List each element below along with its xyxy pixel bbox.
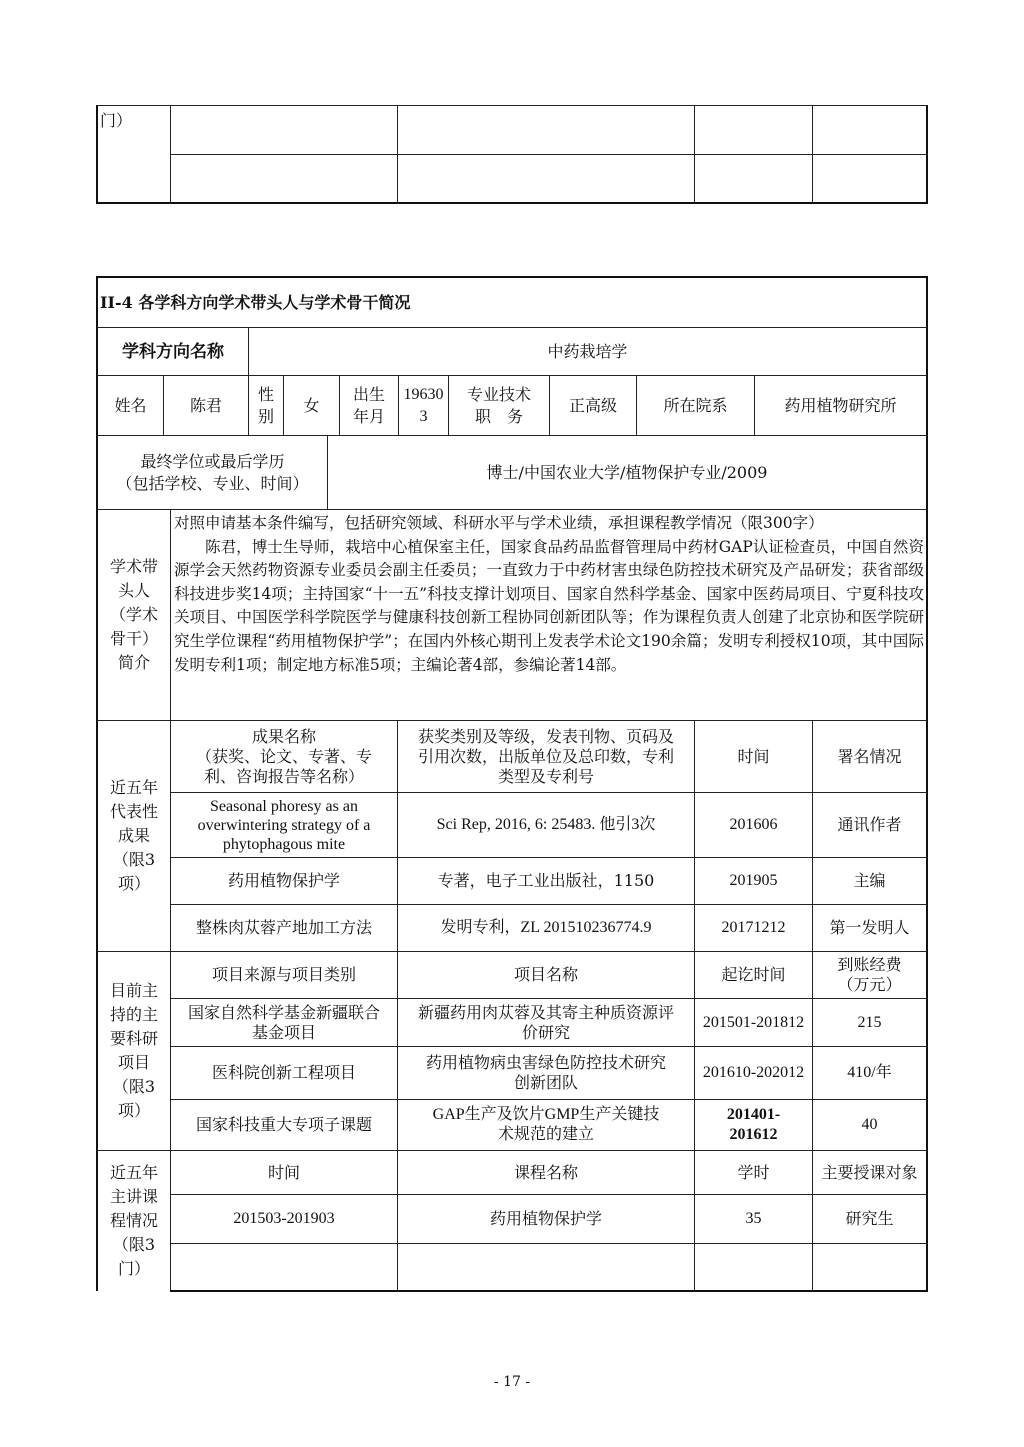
table-row: 新疆药用肉苁蓉及其寄主种质资源评 价研究 — [417, 1002, 674, 1042]
courses-header-name: 课程名称 — [513, 1162, 578, 1182]
section-title: II-4 各学科方向学术带头人与学术骨干简况 — [100, 293, 411, 312]
gender-value: 女 — [303, 395, 320, 415]
projects-header-source: 项目来源与项目类别 — [211, 965, 356, 984]
table-row: 410/年 — [847, 1064, 892, 1081]
achievements-header-detail: 获奖类别及等级，发表刊物、页码及 引用次数，出版单位及总印数，专利 类型及专利号 — [417, 726, 674, 786]
top-table-row-label: 门） — [100, 111, 133, 130]
table-row — [171, 1244, 397, 1290]
table-row: 35 — [745, 1210, 762, 1227]
profile-body — [174, 512, 924, 677]
table-row: 专著，电子工业出版社，1150 — [437, 871, 655, 890]
projects-label: 目前主 持的主 要科研 项目 （限3 项） — [109, 981, 158, 1120]
table-row: 药用植物保护学 — [227, 871, 340, 890]
projects-header-name: 项目名称 — [513, 965, 578, 984]
table-row: 研究生 — [845, 1209, 894, 1228]
table-row: 第一发明人 — [829, 918, 910, 937]
birth-value: 19630 3 — [403, 385, 444, 425]
table-row: 215 — [857, 1013, 882, 1031]
table-row: 发明专利，ZL 201510236774.9 — [440, 919, 652, 936]
courses-header-time: 时间 — [267, 1162, 300, 1182]
table-row: 主编 — [853, 871, 886, 890]
profile-instruction: 对照申请基本条件编写，包括研究领域、科研水平与学术业绩，承担课程教学情况（限300字） — [174, 514, 824, 532]
table-row: 201503-201903 — [233, 1210, 335, 1227]
achievements-header-name: 成果名称 （获奖、论文、专著、专 利、咨询报告等名称） — [195, 726, 372, 786]
courses-header-audience: 主要授课对象 — [821, 1162, 918, 1182]
gender-label: 性 别 — [257, 384, 274, 426]
direction-label: 学科方向名称 — [122, 341, 224, 362]
name-value: 陈君 — [189, 395, 222, 415]
direction-value: 中药栽培学 — [547, 341, 628, 361]
degree-label: 最终学位或最后学历 （包括学校、专业、时间） — [116, 451, 309, 493]
page-number: - 17 - — [493, 1374, 531, 1390]
table-row — [813, 1244, 926, 1290]
table-row: 201401- 201612 — [726, 1106, 781, 1143]
birth-label: 出生 年月 — [352, 384, 385, 426]
table-row: 整株肉苁蓉产地加工方法 — [195, 918, 372, 937]
dept-value: 药用植物研究所 — [784, 395, 897, 415]
table-row: 201606 — [729, 816, 778, 833]
table-row: 国家科技重大专项子课题 — [195, 1115, 372, 1134]
projects-header-funding: 到账经费 （万元） — [837, 955, 902, 994]
table-row: 40 — [861, 1116, 878, 1133]
table-row: 药用植物病虫害绿色防控技术研究 创新团队 — [425, 1053, 666, 1092]
table-row: 国家自然科学基金新疆联合 基金项目 — [187, 1002, 380, 1042]
title-value: 正高级 — [568, 395, 617, 415]
table-row: Sci Rep, 2016, 6: 25483. 他引3次 — [436, 816, 656, 833]
table-row: Seasonal phoresy as an overwintering strategy of a phytophagous mite — [197, 797, 371, 853]
achievements-label: 近五年 代表性 成果 （限3 项） — [109, 778, 158, 893]
table-row — [398, 1244, 694, 1290]
table-row — [695, 1244, 812, 1290]
profile-text: 陈君，博士生导师，栽培中心植保室主任，国家食品药品监督管理局中药材GAP认证检查员，中国自然资源学会天然药物资源专业委员会副主任委员；一直致力于中药材害虫绿色防控技术研究及产品研发；获省部级科技进步奖14项；主持国家“十一五”科技支撑计划项目、国家自然科学基金、国家中医药局项目、宁夏科技攻关项目、中国医学科学院医学与健康科技创新工程协同创新团队等；作为课程负责人创建了北京协和医学院研究生学位课程“药用植物保护学”；在国内外核心期刊上发表学术论文190余篇；发明专利授权10项，其中国际发明专利1项；制定地方标准5项；主编论著4部，参编论著14部。 — [174, 537, 924, 674]
degree-value: 博士/中国农业大学/植物保护专业/2009 — [486, 462, 768, 482]
projects-header-period: 起讫时间 — [721, 965, 786, 984]
profile-label: 学术带 头人 （学术 骨干） 简介 — [109, 557, 158, 672]
dept-label: 所在院系 — [663, 395, 728, 415]
table-row: 通讯作者 — [837, 815, 902, 834]
table-row: 医科院创新工程项目 — [211, 1063, 356, 1082]
table-row: 20171212 — [721, 919, 786, 936]
courses-label: 近五年 主讲课 程情况 （限3 门） — [109, 1163, 158, 1278]
table-row: 201610-202012 — [702, 1064, 805, 1081]
table-row: GAP生产及饮片GMP生产关键技 术规范的建立 — [432, 1106, 660, 1143]
table-row: 201905 — [729, 872, 778, 889]
table-row: 201501-201812 — [702, 1013, 805, 1031]
name-label: 姓名 — [114, 395, 147, 415]
table-row: 药用植物保护学 — [489, 1209, 602, 1228]
courses-header-hours: 学时 — [737, 1162, 770, 1182]
achievements-header-signature: 署名情况 — [837, 746, 902, 766]
achievements-header-time: 时间 — [737, 746, 770, 766]
title-label: 专业技术 职 务 — [466, 384, 531, 426]
